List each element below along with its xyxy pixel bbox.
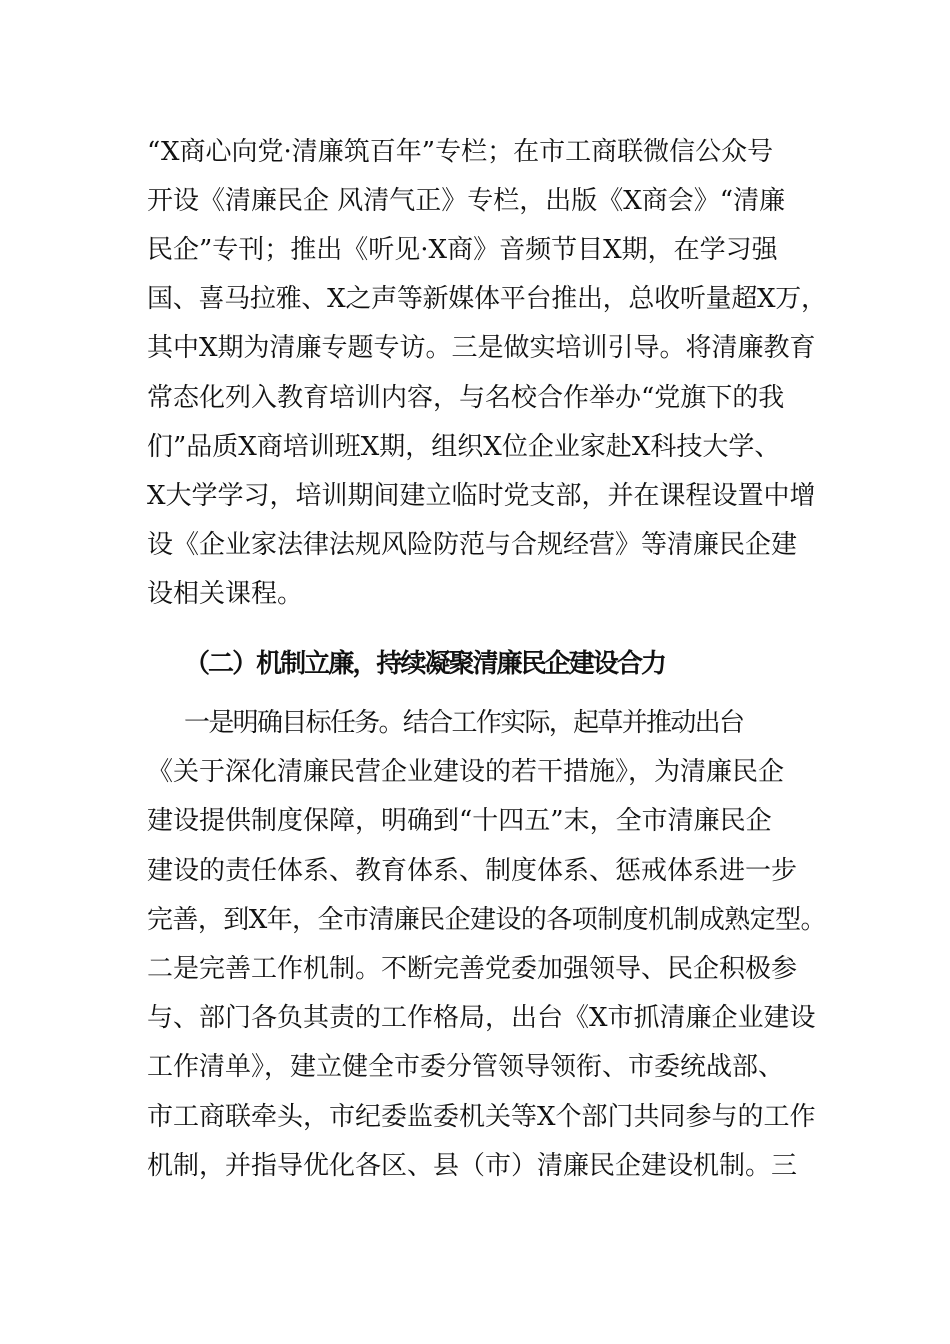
text-line: 常态化列入教育培训内容，与名校合作举办“党旗下的我: [147, 383, 785, 413]
text-line: 民企”专刊；推出《听见·X商》音频节目X期，在学习强: [147, 235, 778, 265]
text-line: 设《企业家法律法规风险防范与合规经营》等清廉民企建: [147, 530, 798, 560]
text-line: 工作清单》，建立健全市委分管领导领衔、市委统战部、: [147, 1052, 785, 1082]
text-line: 其中X期为清廉专题专访。三是做实培训引导。将清廉教育: [147, 333, 816, 363]
text-line: 建设提供制度保障，明确到“十四五”末，全市清廉民企: [147, 806, 772, 836]
text-line: “X商心向党·清廉筑百年”专栏；在市工商联微信公众号: [147, 137, 774, 167]
text-line: 一是明确目标任务。结合工作实际，起草并推动出台: [184, 708, 744, 738]
section-heading: （二）机制立廉，持续凝聚清廉民企建设合力: [184, 649, 666, 679]
text-line: 国、喜马拉雅、X之声等新媒体平台推出，总收听量超X万，: [147, 284, 827, 314]
text-line: 们”品质X商培训班X期，组织X位企业家赴X科技大学、: [147, 432, 781, 462]
text-line: X大学学习，培训期间建立临时党支部，并在课程设置中增: [147, 481, 816, 511]
text-line: 开设《清廉民企 风清气正》专栏，出版《X商会》“清廉: [147, 186, 786, 216]
text-line: 《关于深化清廉民营企业建设的若干措施》，为清廉民企: [147, 757, 785, 787]
text-line: 完善，到X年，全市清廉民企建设的各项制度机制成熟定型。: [147, 905, 826, 935]
text-line: 机制，并指导优化各区、县（市）清廉民企建设机制。三: [147, 1151, 798, 1181]
text-line: 市工商联牵头，市纪委监委机关等X个部门共同参与的工作: [147, 1102, 816, 1132]
text-line: 设相关课程。: [147, 579, 304, 609]
text-line: 二是完善工作机制。不断完善党委加强领导、民企积极参: [147, 954, 798, 984]
text-line: 建设的责任体系、教育体系、制度体系、惩戒体系进一步: [147, 856, 798, 886]
text-line: 与、部门各负其责的工作格局，出台《X市抓清廉企业建设: [147, 1003, 816, 1033]
